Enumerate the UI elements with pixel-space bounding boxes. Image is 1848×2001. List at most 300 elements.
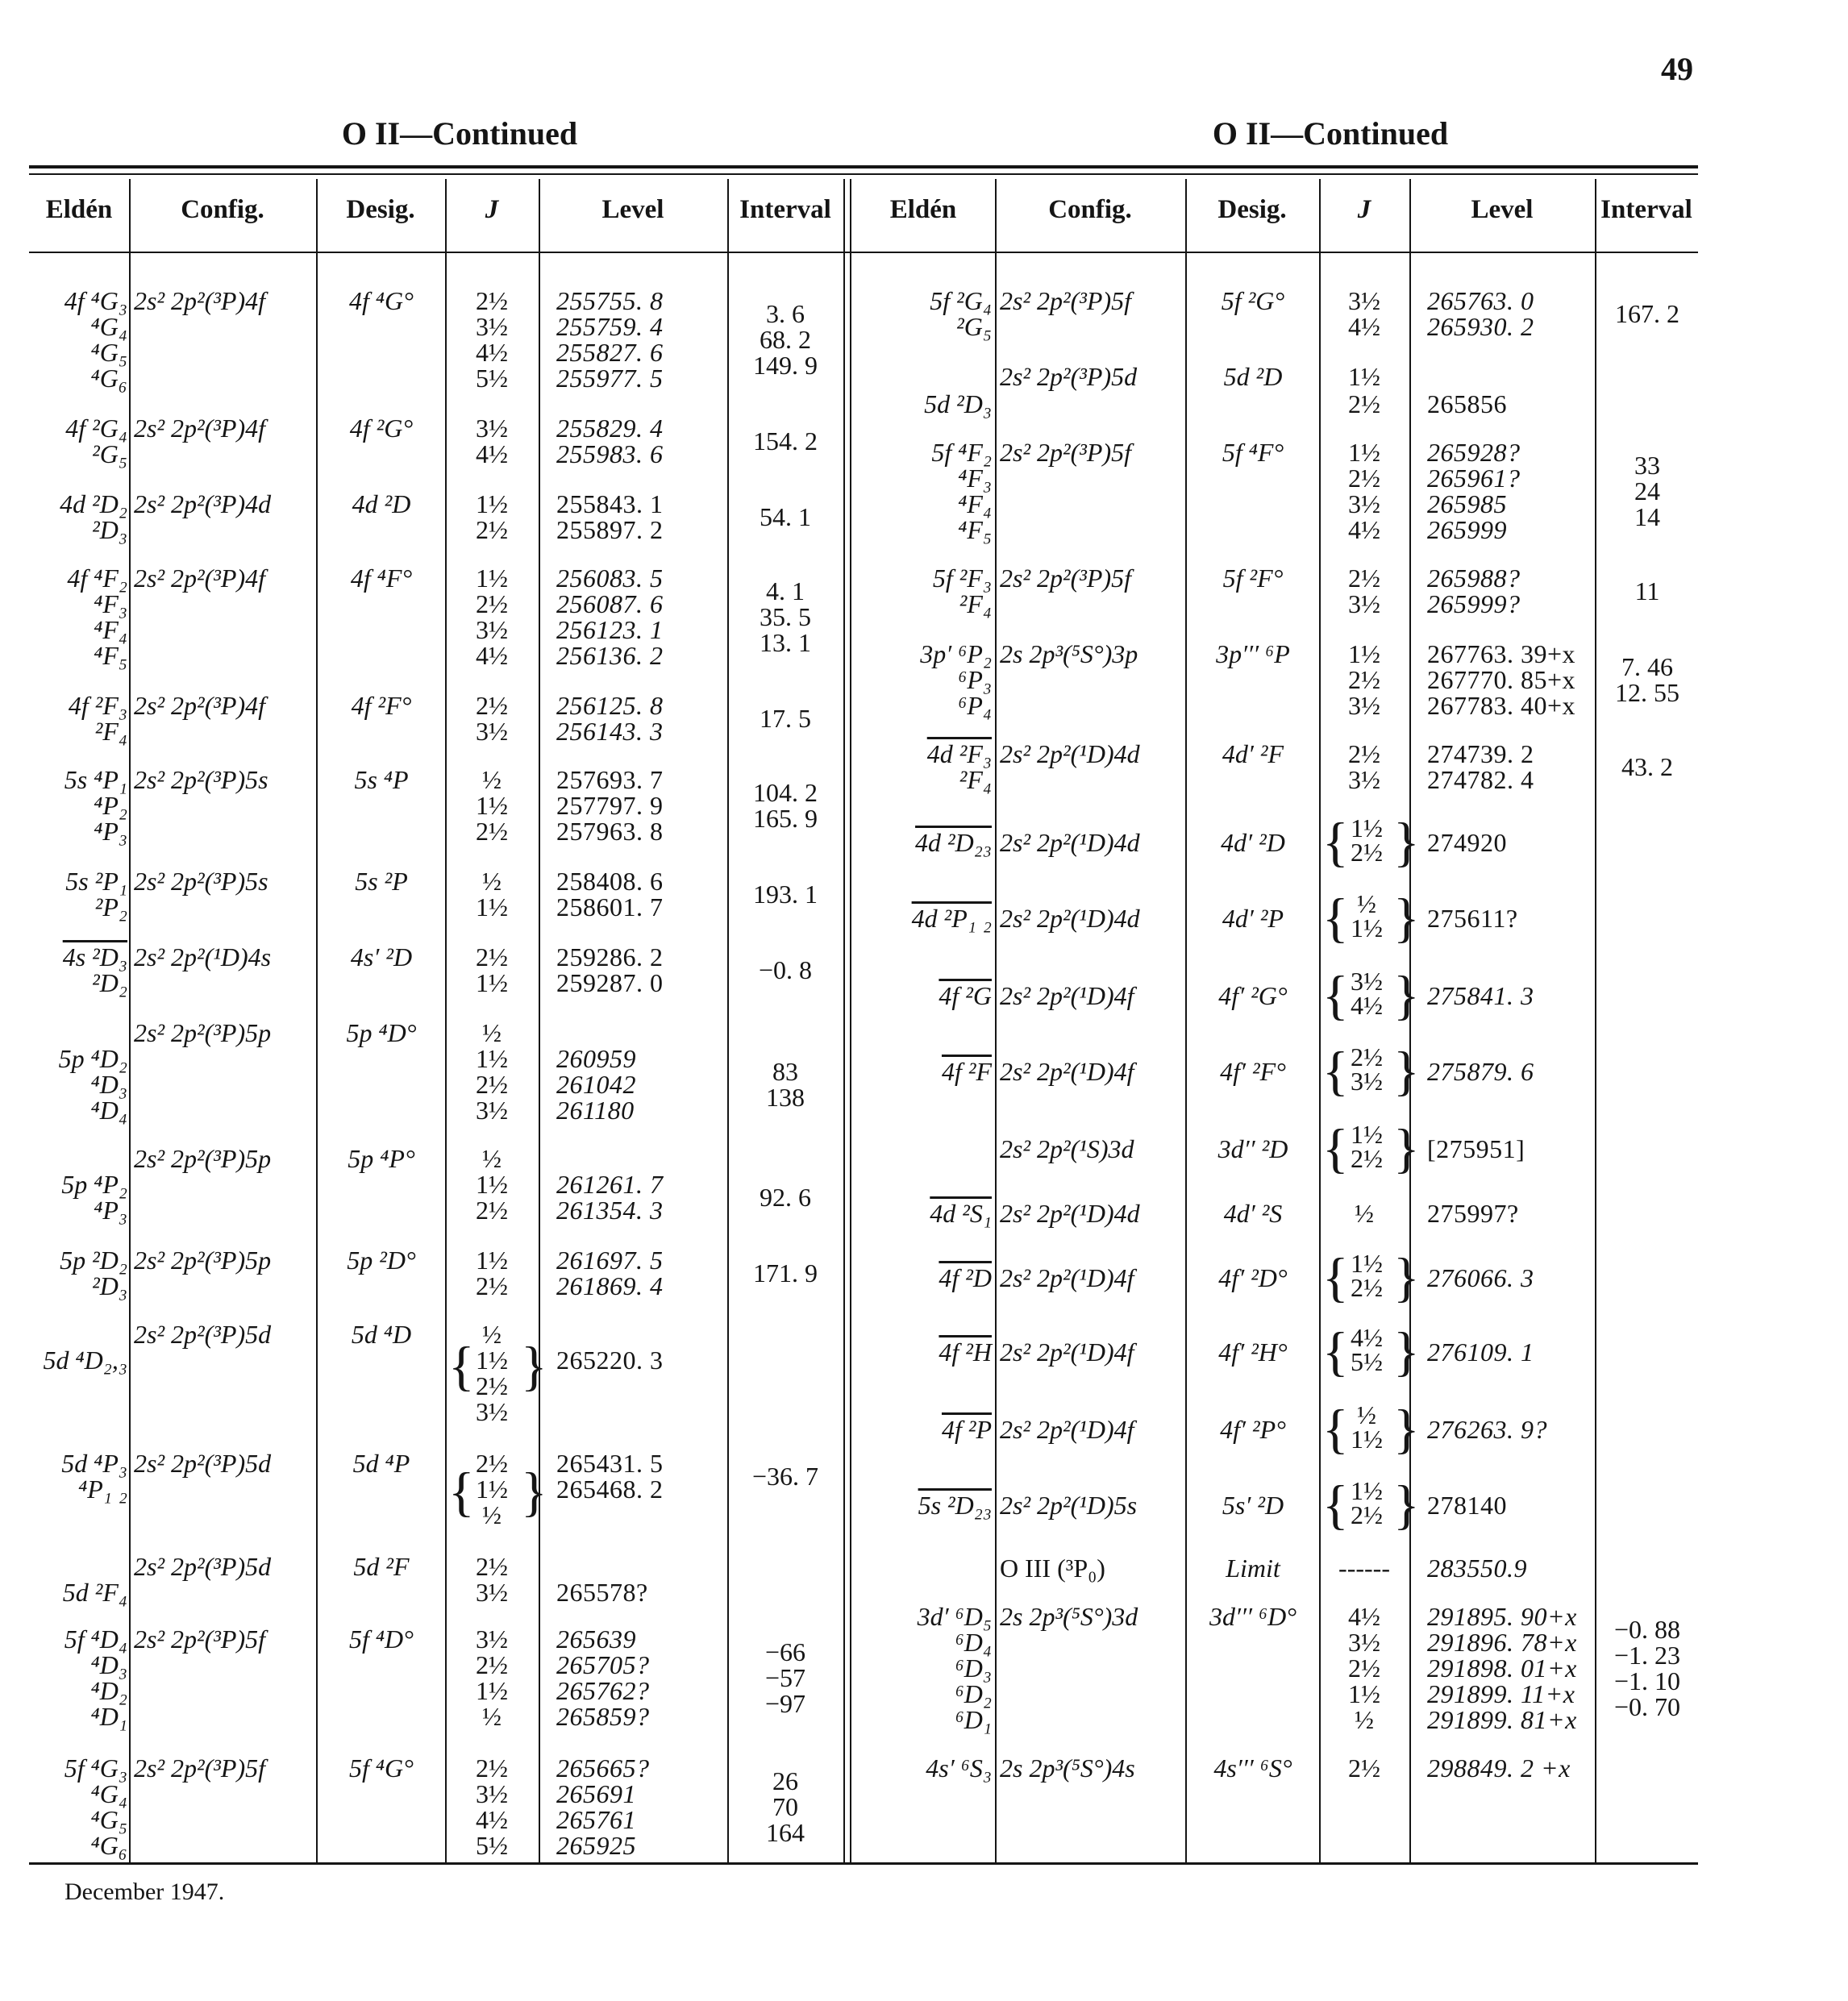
brace-right-j: } [1393,1117,1420,1179]
j-value: ½ [482,765,502,794]
level-value: 265930. 2 [1427,312,1534,341]
brace-left-j: { [1322,1117,1349,1179]
bottom-rule [29,1862,1698,1865]
interval-value: −57 [764,1663,806,1692]
j-value: 2½ [476,515,508,544]
interval-value: 17. 5 [760,704,811,733]
level-value: 255759. 4 [556,312,664,341]
interval-value: −66 [764,1637,806,1666]
interval-value: 193. 1 [753,880,818,909]
designation: 5f ²F° [1222,564,1284,593]
j-value: 2½ [476,1552,508,1581]
interval-value: −1. 23 [1613,1641,1681,1670]
j-value: 4½ [1348,1602,1380,1631]
j-value: ½ [482,1018,502,1047]
level-value: 265999? [1427,589,1521,618]
interval-value: 11 [1634,576,1660,605]
brace-left-j: { [1322,1474,1349,1535]
elden-label: 5f ²G₄ [930,286,992,315]
level-value: 258408. 6 [556,867,664,896]
elden-label: 3d′ ⁶D₅ [917,1602,992,1631]
elden-label: 5d ²D₃ [924,389,992,418]
level-value: 259287. 0 [556,968,664,997]
j-value: 2½ [476,1070,508,1099]
elden-label: ⁴D₃ [90,1070,127,1099]
elden-label: ²F₄ [94,717,127,746]
brace-right-j: } [1393,964,1420,1025]
header-left-5: Interval [739,195,831,224]
elden-label: 4f ²D [939,1263,992,1292]
designation: 5f ²G° [1221,286,1285,315]
elden-label: 4f ²G₄ [65,414,127,443]
elden-label: 4f ²F₃ [68,691,127,720]
configuration: 2s² 2p²(¹D)4f [1000,1263,1134,1292]
designation: 5s ²P [355,867,408,896]
level-value: 265856 [1427,389,1507,418]
level-value: 265999 [1427,515,1507,544]
level-value: 291895. 90+x [1427,1602,1577,1631]
configuration: 2s 2p³(⁵S°)4s [1000,1753,1135,1783]
elden-label: ²D₃ [92,1271,127,1300]
elden-label: 4f ²G [939,981,992,1010]
j-value: 1½ [1348,438,1380,467]
elden-label: 4d ²F₃ [926,739,992,768]
j-value: 1½ [1348,1679,1380,1708]
level-value: 261869. 4 [556,1271,664,1300]
j-value: 2½ [476,1271,508,1300]
elden-label: 5s ²D₂₃ [918,1491,992,1520]
interval-value: 167. 2 [1615,299,1679,328]
elden-label: 5p ⁴P₂ [61,1170,127,1199]
center-double-rule-b [850,179,851,1862]
j-value: 2½ [476,1753,508,1783]
level-value: 261180 [556,1096,635,1125]
elden-label: ⁴G₆ [90,364,127,393]
brace-right-j: } [1393,1321,1420,1382]
level-value: 274920 [1427,828,1507,857]
level-value: 265928? [1427,438,1521,467]
level-value: 256143. 3 [556,717,664,746]
j-value: 3½ [476,1096,508,1125]
j-value: 3½ [476,1578,508,1607]
configuration: 2s² 2p²(³P)5f [1000,564,1131,593]
center-double-rule-a [843,179,845,1862]
level-value: 256136. 2 [556,641,664,670]
column-rule-right-4 [1595,179,1596,1862]
level-value: 291899. 11+x [1427,1679,1575,1708]
column-rule-left-0 [129,179,131,1862]
designation: 5p ⁴D° [346,1018,417,1047]
interval-value: −1. 10 [1613,1666,1681,1695]
interval-value: 70 [772,1792,798,1821]
brace-left-j: { [1322,811,1349,872]
configuration: 2s² 2p²(¹D)4d [1000,828,1140,857]
interval-value: 164 [766,1818,805,1847]
j-value: 1½ [1348,639,1380,668]
designation: 4s′ ²D [350,942,413,971]
brace-left-j-5d4p: { [448,1461,475,1522]
j-value: 4½ [476,1805,508,1834]
designation: 4f ⁴F° [350,564,413,593]
elden-label: ²F₄ [959,765,992,794]
elden-label: 4d ²P₁ ₂ [911,904,992,933]
elden-label: ⁴G₄ [90,1779,127,1808]
level-value: 278140 [1427,1491,1507,1520]
level-value: 265988? [1427,564,1521,593]
elden-label: ⁶D₂ [955,1679,992,1708]
j-value: ½ [482,1500,502,1529]
level-value: 255983. 6 [556,439,664,468]
header-right-5: Interval [1600,195,1692,224]
interval-value: −0. 88 [1613,1615,1681,1644]
level-value: 265468. 2 [556,1475,664,1504]
j-value-pair: 2½ 3½ [1351,1042,1383,1096]
configuration: 2s² 2p²(³P)4d [134,489,272,518]
header-right-4: Level [1471,195,1534,224]
designation: 4d′ ²D [1221,828,1285,857]
header-rule [29,252,1698,253]
configuration: 2s² 2p²(³P)5f [134,1625,265,1654]
level-value: 276109. 1 [1427,1337,1534,1367]
elden-label: 5f ⁴G₃ [64,1753,127,1783]
brace-right-j: } [1393,1040,1420,1101]
level-value: 275611? [1427,904,1518,933]
elden-label: 4d ²S₁ [930,1199,992,1228]
designation: 4f′ ²D° [1218,1263,1288,1292]
j-value: 1½ [476,489,508,518]
elden-label: 4s ²D₃ [62,942,127,971]
elden-label: ⁴D₁ [90,1702,127,1731]
configuration: 2s² 2p²(¹D)4d [1000,1199,1140,1228]
column-rule-left-2 [445,179,447,1862]
level-value: 255829. 4 [556,414,664,443]
j-value: 3½ [476,414,508,443]
brace-right-j: } [1393,811,1420,872]
j-value: 3½ [1348,765,1380,794]
j-value: 3½ [1348,489,1380,518]
elden-label: ⁴D₂ [90,1676,127,1705]
designation: 5d ⁴D [351,1320,412,1349]
column-rule-left-1 [316,179,318,1862]
level-value: 255843. 1 [556,489,664,518]
elden-label: ²G₅ [956,312,992,341]
elden-label: 3p′ ⁶P₂ [920,639,992,668]
configuration: 2s² 2p²(³P)5s [134,867,268,896]
configuration: 2s² 2p²(³P)5p [134,1246,272,1275]
brace-left-j: { [1322,1246,1349,1308]
elden-label: ⁶P₄ [958,691,992,720]
level-value: 265859? [556,1702,650,1731]
brace-right-j-5d4d: } [521,1335,547,1396]
level-value: 275879. 6 [1427,1057,1534,1086]
level-value: 274782. 4 [1427,765,1534,794]
level-value: 261042 [556,1070,636,1099]
j-value-pair: 4½ 5½ [1351,1323,1383,1376]
configuration: 2s² 2p²(³P)5d [134,1552,272,1581]
footer-date: December 1947. [65,1878,225,1905]
designation: 5f ⁴D° [349,1625,414,1654]
interval-value: 3. 6 [766,299,805,328]
interval-value: 154. 2 [753,426,818,456]
configuration: 2s² 2p²(³P)5d [134,1320,272,1349]
level-value: 291896. 78+x [1427,1628,1577,1657]
j-value: 1½ [476,1246,508,1275]
level-value: 265762? [556,1676,650,1705]
elden-label: ²D₃ [92,515,127,544]
level-value: 276263. 9? [1427,1415,1547,1444]
j-value: 4½ [476,641,508,670]
brace-right-j: } [1393,1398,1420,1459]
level-value: 275841. 3 [1427,981,1534,1010]
designation: Limit [1226,1554,1280,1583]
level-value: 257963. 8 [556,817,664,846]
elden-label: 4d ²D₂₃ [915,828,992,857]
interval-value: 14 [1634,502,1660,531]
right-title: O II—Continued [1212,115,1449,152]
configuration: 2s² 2p²(¹D)4d [1000,739,1140,768]
configuration: 2s² 2p²(³P)4f [134,286,265,315]
elden-label: ⁴P₂ [94,791,127,820]
j-value: 3½ [476,1625,508,1654]
elden-label: ⁴G₅ [90,1805,127,1834]
configuration: 2s² 2p²(³P)5f [1000,286,1131,315]
level-value: 256123. 1 [556,615,664,644]
column-rule-right-1 [1185,179,1187,1862]
configuration: 2s² 2p²(¹D)4s [134,942,272,971]
elden-label: 5p ⁴D₂ [58,1044,127,1073]
j-value: 1½ [476,1475,508,1504]
configuration: 2s² 2p²(¹D)4f [1000,1415,1134,1444]
elden-label: ⁶D₁ [955,1705,992,1734]
elden-label: ²G₅ [92,439,127,468]
configuration: 2s² 2p²(³P)4f [134,691,265,720]
designation: 4s′′′ ⁶S° [1213,1753,1292,1783]
level-value: 291898. 01+x [1427,1654,1577,1683]
elden-label: 4f ²F [941,1057,992,1086]
configuration: 2s² 2p²(³P)5f [134,1753,265,1783]
level-value: 265961? [1427,464,1521,493]
interval-value: 43. 2 [1621,752,1673,781]
brace-left-j: { [1322,964,1349,1025]
level-value: 261261. 7 [556,1170,664,1199]
elden-label: 5f ²F₃ [932,564,992,593]
level-value: 275997? [1427,1199,1519,1228]
interval-value: 4. 1 [766,576,805,605]
header-right-1: Config. [1048,195,1132,224]
column-rule-right-0 [995,179,997,1862]
elden-label: 5f ⁴D₄ [64,1625,127,1654]
j-value: ½ [1355,1705,1374,1734]
interval-value: −0. 70 [1613,1692,1681,1721]
elden-label: 5s ⁴P₁ [64,765,127,794]
interval-value: 35. 5 [760,602,811,631]
level-value: 265925 [556,1831,636,1860]
j-value: 3½ [476,1397,508,1426]
j-value: 4½ [1348,312,1380,341]
interval-value: 26 [772,1766,798,1795]
level-value: 265639 [556,1625,636,1654]
j-value: 4½ [476,439,508,468]
j-value: 5½ [476,364,508,393]
level-value: 255977. 5 [556,364,664,393]
elden-label: 4d ²D₂ [60,489,127,518]
elden-label: ⁴G₄ [90,312,127,341]
j-value: 3½ [476,717,508,746]
j-value: ½ [482,1702,502,1731]
j-value: 3½ [476,312,508,341]
j-value: 1½ [476,968,508,997]
j-value: 2½ [1348,1654,1380,1683]
level-value: 265761 [556,1805,636,1834]
designation: 5p ⁴P° [348,1144,415,1173]
j-value-pair: ½ 1½ [1351,889,1383,942]
interval-value: 7. 46 [1621,652,1673,681]
j-value: 1½ [476,1044,508,1073]
header-left-0: Eldén [45,195,113,224]
designation: 3d′′′ ⁶D° [1209,1602,1297,1631]
elden-label: 5d ⁴P₃ [61,1449,127,1478]
elden-label: ⁴D₃ [90,1650,127,1679]
configuration: 2s² 2p²(³P)5p [134,1018,272,1047]
header-right-0: Eldén [889,195,957,224]
elden-label: ⁴F₃ [94,589,127,618]
configuration: 2s² 2p²(¹D)4f [1000,1057,1134,1086]
configuration: 2s² 2p²(³P)5f [1000,438,1131,467]
j-value: 2½ [476,286,508,315]
level-value: 255755. 8 [556,286,664,315]
level-value: 256125. 8 [556,691,664,720]
level-value: 265578? [556,1578,648,1607]
designation: 5s ⁴P [354,765,409,794]
elden-label: 5d ⁴D₂,₃ [43,1346,127,1375]
j-value: 3½ [1348,1628,1380,1657]
j-value: 4½ [1348,515,1380,544]
j-value: 2½ [476,1449,508,1478]
level-value: 291899. 81+x [1427,1705,1577,1734]
configuration: 2s² 2p²(¹D)4f [1000,981,1134,1010]
configuration: 2s² 2p²(³P)5d [134,1449,272,1478]
configuration: 2s² 2p²(³P)5s [134,765,268,794]
level-value: 256087. 6 [556,589,664,618]
elden-label: ⁴F₅ [958,515,992,544]
configuration: 2s² 2p²(³P)5p [134,1144,272,1173]
configuration: 2s² 2p²(¹D)5s [1000,1491,1138,1520]
header-left-3: J [485,195,499,224]
level-value: 255827. 6 [556,338,664,367]
j-value: 4½ [476,338,508,367]
interval-value: 13. 1 [760,628,811,657]
designation: 4d ²D [352,489,411,518]
elden-label: ²F₄ [959,589,992,618]
elden-label: 5f ⁴F₂ [931,438,992,467]
j-value: 2½ [1348,564,1380,593]
j-value: 5½ [476,1831,508,1860]
j-value: ------ [1338,1554,1390,1583]
configuration: 2s² 2p²(³P)4f [134,564,265,593]
j-value: 1½ [476,892,508,921]
elden-label: ⁴F₄ [958,489,992,518]
elden-label: ²P₂ [94,892,127,921]
j-value: 2½ [1348,665,1380,694]
j-value: 2½ [1348,739,1380,768]
level-value: 257693. 7 [556,765,664,794]
level-value: 283550.9 [1427,1554,1527,1583]
level-value: 261697. 5 [556,1246,664,1275]
interval-value: −97 [764,1689,806,1718]
configuration: 2s² 2p²(³P)4f [134,414,265,443]
j-value: 1½ [476,1170,508,1199]
brace-left-j-5d4d: { [448,1335,475,1396]
level-value: 255897. 2 [556,515,664,544]
brace-right-j: } [1393,1246,1420,1308]
interval-value: 68. 2 [760,325,811,354]
brace-right-j: } [1393,887,1420,948]
configuration: 2s 2p³(⁵S°)3d [1000,1602,1138,1631]
j-value: 2½ [476,1371,508,1400]
left-title: O II—Continued [341,115,578,152]
configuration: O III (³P₀) [1000,1554,1105,1583]
j-value: ½ [482,1320,502,1349]
header-left-1: Config. [181,195,264,224]
j-value: 2½ [1348,1753,1380,1783]
j-value-pair: 1½ 2½ [1351,1476,1383,1529]
level-value: 265665? [556,1753,650,1783]
j-value: 2½ [1348,389,1380,418]
j-value: 3½ [476,615,508,644]
level-value: 267770. 85+x [1427,665,1576,694]
j-value: 3½ [476,1779,508,1808]
designation: 5f ⁴G° [349,1753,414,1783]
elden-label: 4f ²P [941,1415,992,1444]
designation: 5d ²F [353,1552,410,1581]
j-value: 3½ [1348,286,1380,315]
level-value: 267763. 39+x [1427,639,1576,668]
j-value: 2½ [476,1650,508,1679]
j-value: 2½ [476,817,508,846]
designation: 4f′ ²F° [1220,1057,1286,1086]
interval-value: 149. 9 [753,351,818,380]
brace-left-j: { [1322,1321,1349,1382]
header-right-3: J [1357,195,1371,224]
designation: 5p ²D° [347,1246,416,1275]
designation: 5f ⁴F° [1222,438,1284,467]
level-value: 265220. 3 [556,1346,664,1375]
level-value: 274739. 2 [1427,739,1534,768]
elden-label: 4f ²H [939,1337,992,1367]
j-value: 2½ [476,1196,508,1225]
interval-value: 138 [766,1083,805,1112]
brace-left-j: { [1322,887,1349,948]
level-value: 298849. 2 +x [1427,1753,1571,1783]
level-value: 265705? [556,1650,650,1679]
j-value: 2½ [476,589,508,618]
j-value-pair: 3½ 4½ [1351,967,1383,1020]
elden-label: ⁴F₄ [94,615,127,644]
interval-value: −0. 8 [758,955,813,984]
interval-value: 83 [772,1057,798,1086]
designation: 5d ²D [1223,362,1283,391]
elden-label: 4s′ ⁶S₃ [926,1753,992,1783]
level-value: 265763. 0 [1427,286,1534,315]
elden-label: ²D₂ [92,968,127,997]
elden-label: ⁴P₃ [94,1196,127,1225]
interval-value: 33 [1634,451,1660,480]
designation: 4d′ ²F [1222,739,1284,768]
designation: 4f′ ²G° [1218,981,1288,1010]
j-value-pair: 1½ 2½ [1351,1249,1383,1302]
designation: 4f′ ²H° [1218,1337,1288,1367]
j-value: 2½ [476,691,508,720]
